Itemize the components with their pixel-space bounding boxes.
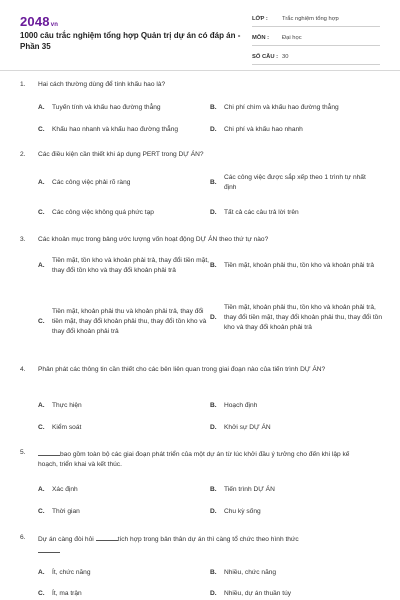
option-letter: B. <box>210 569 217 576</box>
option-text: Thực hiện <box>52 402 82 409</box>
option-letter: D. <box>210 424 217 431</box>
question-stem: Phân phát các thông tin cần thiết cho các bên liên quan trong giai đoạn nào của tiến trình DỰ ÁN? <box>38 366 326 373</box>
option-letter: C. <box>38 318 45 325</box>
option-text: Các công việc được sắp xếp theo 1 trình tự nhất định <box>224 174 366 191</box>
option-d[interactable] <box>210 303 382 333</box>
option-text: Tất cả các câu trả lời trên <box>224 209 299 216</box>
option-b[interactable] <box>210 568 380 578</box>
option-c[interactable] <box>38 125 208 135</box>
option-c[interactable] <box>38 507 198 517</box>
question-stem-start: Dự án càng đòi hỏi <box>38 536 94 543</box>
option-text: Tiến trình DỰ ÁN <box>224 486 275 493</box>
option-letter: A. <box>38 104 45 111</box>
option-c[interactable] <box>38 589 198 599</box>
option-letter: C. <box>38 424 45 431</box>
question-number: 4. <box>20 366 26 373</box>
option-letter: D. <box>210 508 217 515</box>
option-letter: B. <box>210 486 217 493</box>
question-number: 2. <box>20 151 26 158</box>
question-text <box>20 80 390 90</box>
question-stem: Hai cách thường dùng để tính khấu hao là? <box>38 81 166 88</box>
question-stem: Các điều kiện cần thiết khi áp dụng PERT trong DỰ ÁN? <box>38 151 204 158</box>
fill-in-blank <box>96 533 118 541</box>
meta-value: 30 <box>282 54 289 60</box>
meta-key: SỐ CÂU : <box>252 54 279 60</box>
option-letter: C. <box>38 590 45 597</box>
meta-row-class <box>252 12 380 27</box>
question-1 <box>20 80 390 133</box>
option-letter: C. <box>38 209 45 216</box>
option-d[interactable] <box>210 423 380 433</box>
question-stem-end: tích hợp trong bản thân dự án thì càng tổ chức theo hình thức <box>117 536 299 543</box>
option-d[interactable] <box>210 125 390 135</box>
option-letter: A. <box>38 262 45 269</box>
logo-text: 2048 <box>20 14 50 29</box>
option-letter: C. <box>38 126 45 133</box>
option-letter: D. <box>210 126 217 133</box>
option-text: Các công việc không quá phức tạp <box>52 209 154 216</box>
option-a[interactable] <box>38 178 203 188</box>
question-number: 5. <box>20 449 26 456</box>
option-a[interactable] <box>38 401 198 411</box>
option-text: Ít, chức năng <box>52 569 91 576</box>
option-text: Khởi sự DỰ ÁN <box>224 424 271 431</box>
option-letter: B. <box>210 402 217 409</box>
option-a[interactable] <box>38 485 198 495</box>
question-number: 6. <box>20 534 26 541</box>
fill-in-blank <box>38 545 60 553</box>
option-letter: D. <box>210 209 217 216</box>
meta-key: MÔN : <box>252 35 270 41</box>
meta-row-subject <box>252 31 380 46</box>
document-header <box>0 0 400 68</box>
option-text: Nhiều, chức năng <box>224 569 277 576</box>
option-letter: B. <box>210 179 217 186</box>
meta-value: Trắc nghiệm tổng hợp <box>282 16 339 22</box>
option-letter: A. <box>38 486 45 493</box>
option-letter: C. <box>38 508 45 515</box>
option-letter: A. <box>38 402 45 409</box>
meta-row-count <box>252 50 380 65</box>
option-a[interactable] <box>38 256 210 276</box>
option-b[interactable] <box>210 485 380 495</box>
document-meta <box>252 12 380 69</box>
option-text: Tiền mặt, tồn kho và khoản phải trả, thay đổi tiền mặt, thay đổi tồn kho và thay đổi khoản phải trả <box>52 257 209 274</box>
option-b[interactable] <box>210 261 380 271</box>
fill-in-blank <box>38 448 60 456</box>
option-a[interactable] <box>38 103 198 113</box>
option-text: Kiểm soát <box>52 424 82 431</box>
option-a[interactable] <box>38 568 198 578</box>
question-stem: bao gồm toàn bộ các giai đoạn phát triển của một dự án từ lúc khởi đầu ý tưởng cho đến khi lập kế hoạch, triển khai và kết thúc. <box>38 451 350 468</box>
question-text <box>20 448 368 470</box>
option-text: Tiền mặt, khoản phải thu, tồn kho và khoản phải trả, thay đổi tiền mặt, thay đổi khoản phải thu, thay đổi tồn kho và thay đổi khoản phải trả <box>224 304 382 331</box>
option-letter: A. <box>38 569 45 576</box>
header-divider <box>0 70 400 71</box>
option-text: Xác định <box>52 486 78 493</box>
option-d[interactable] <box>210 507 380 517</box>
option-d[interactable] <box>210 208 380 218</box>
option-text: Chi phí và khấu hao nhanh <box>224 126 303 133</box>
option-b[interactable] <box>210 401 380 411</box>
option-text: Các công việc phải rõ ràng <box>52 179 131 186</box>
option-letter: B. <box>210 262 217 269</box>
option-c[interactable] <box>38 307 210 337</box>
option-text: Ít, ma trận <box>52 590 82 597</box>
question-text <box>20 533 368 557</box>
logo-suffix: vn <box>50 22 59 28</box>
question-2 <box>20 150 390 216</box>
meta-value: Đại học <box>282 35 302 41</box>
site-logo[interactable] <box>20 14 58 29</box>
question-text <box>20 235 390 245</box>
question-number: 1. <box>20 81 26 88</box>
option-letter: D. <box>210 314 217 321</box>
option-letter: D. <box>210 590 217 597</box>
option-text: Thời gian <box>52 508 80 515</box>
option-c[interactable] <box>38 423 198 433</box>
option-d[interactable] <box>210 589 380 599</box>
option-b[interactable] <box>210 103 390 113</box>
question-stem: Các khoản mục trong bảng ước lượng vốn hoạt động DỰ ÁN theo thứ tự nào? <box>38 236 269 243</box>
option-text: Nhiều, dự án thuần túy <box>224 590 292 597</box>
option-text: Khấu hao nhanh và khấu hao đường thẳng <box>52 126 179 133</box>
document-title: 1000 câu trắc nghiệm tổng hợp Quản trị dự án có đáp án - Phần 35 <box>20 31 241 51</box>
option-text: Tiền mặt, khoản phải thu và khoản phải trả, thay đổi tiền mặt, thay đổi khoản phải thu, thay đổi tồn kho và thay đổi khoản phải trả <box>52 308 207 335</box>
option-text: Tiền mặt, khoản phải thu, tồn kho và khoản phải trả <box>224 262 375 269</box>
option-text: Chi phí chìm và khấu hao đường thẳng <box>224 104 339 111</box>
option-letter: B. <box>210 104 217 111</box>
question-6 <box>20 533 390 597</box>
meta-key: LỚP : <box>252 16 268 22</box>
question-5 <box>20 448 390 515</box>
option-c[interactable] <box>38 208 203 218</box>
question-number: 3. <box>20 236 26 243</box>
question-text <box>20 150 390 160</box>
option-text: Tuyến tính và khấu hao đường thẳng <box>52 104 161 111</box>
option-letter: A. <box>38 179 45 186</box>
option-b[interactable] <box>210 173 380 193</box>
option-text: Hoạch định <box>224 402 258 409</box>
option-text: Chu kỳ sống <box>224 508 261 515</box>
question-3 <box>20 235 390 335</box>
question-4 <box>20 365 390 431</box>
question-text <box>20 365 368 375</box>
